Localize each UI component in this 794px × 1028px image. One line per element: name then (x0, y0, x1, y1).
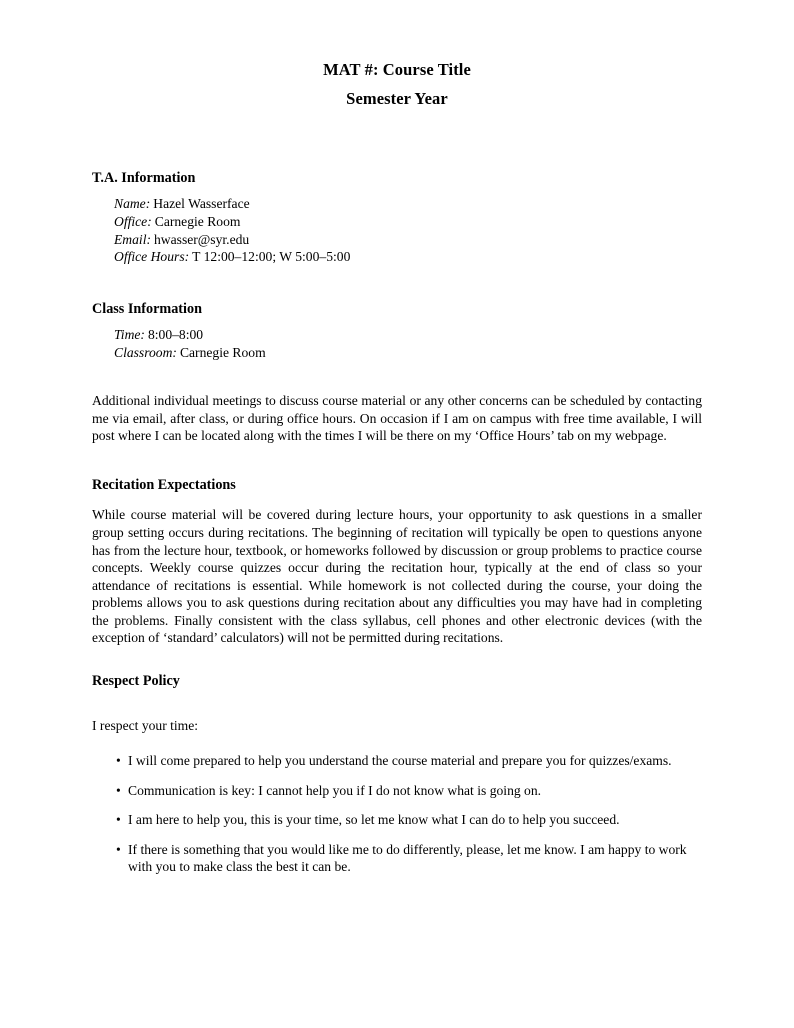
respect-policy-bullet-list (92, 752, 702, 876)
list-item-text: If there is something that you would like me to do differently, please, let me know. I am happy to work with you to make class the best it can be. (128, 841, 687, 875)
list-item-text: I will come prepared to help you understand the course material and prepare you for quizzes/exams. (128, 753, 672, 768)
document-content (92, 62, 702, 876)
ta-field-office (114, 213, 702, 231)
ta-field-email-label: Email: (114, 231, 151, 247)
bullet-point-icon: • (116, 782, 121, 798)
ta-field-name-label: Name: (114, 196, 151, 212)
ta-field-office-hours (114, 248, 702, 266)
ta-field-name (114, 195, 702, 213)
heading-recitation-expectations: Recitation Expectations (92, 477, 236, 493)
ta-field-email (114, 231, 702, 249)
ta-field-office-label: Office: (114, 213, 152, 229)
ta-field-office-hours-label: Office Hours: (114, 249, 190, 265)
bullet-point-icon: • (116, 812, 121, 828)
heading-ta-information: T.A. Information (92, 170, 196, 186)
ta-field-office-hours-value: T 12:00–12:00; W 5:00–5:00 (192, 249, 351, 265)
paragraph-recitation-expectations: While course material will be covered during lecture hours, your opportunity to ask questions in a smaller group setting occurs during recitations. The beginning of recitation will typically be open to questions anyone has from the lecture hour, textbook, or homeworks followed by discussion or group problems to practice course concepts. Weekly course quizzes occur during the recitation hour, typically at the end of class so your attendance of recitations is essential. While homework is not collected during the course, your doing the problems allows you to ask questions during recitation about any difficulties you may have had in completing the problems. Finally consistent with the class syllabus, cell phones and other electronic devices (with the exception of ‘standard’ calculators) will not be permitted during recitations. (92, 507, 702, 646)
bullet-point-icon: • (116, 841, 121, 857)
ta-information-block (114, 195, 702, 265)
title-line-semester: Semester Year (346, 88, 448, 108)
list-item (92, 811, 702, 829)
heading-respect-policy: Respect Policy (92, 673, 180, 690)
class-field-classroom-value: Carnegie Room (179, 344, 266, 360)
bullet-point-icon: • (116, 753, 121, 768)
paragraph-respect-intro: I respect your time: (92, 718, 199, 734)
list-item (92, 752, 702, 770)
ta-field-email-value: hwasser@syr.edu (154, 231, 250, 247)
class-field-classroom-label: Classroom: (114, 344, 177, 360)
list-item (92, 782, 702, 800)
class-field-time-label: Time: (114, 327, 145, 343)
ta-field-office-value: Carnegie Room (154, 213, 241, 229)
class-field-classroom (114, 344, 702, 362)
document-title (92, 62, 702, 107)
list-item-text: I am here to help you, this is your time, so let me know what I can do to help you succeed. (128, 812, 620, 828)
paragraph-additional-meetings: Additional individual meetings to discuss course material or any other concerns can be scheduled by contacting me via email, after class, or during office hours. On occasion if I am on campus with free time available, I will post where I can be located along with the times I will be there on my ‘Office Hours’ tab on my webpage. (92, 393, 702, 444)
class-field-time-value: 8:00–8:00 (147, 327, 204, 343)
heading-class-information: Class Information (92, 300, 202, 317)
class-field-time (114, 326, 702, 344)
title-line-course: MAT #: Course Title (323, 60, 471, 79)
list-item-text: Communication is key: I cannot help you if I do not know what is going on. (128, 782, 542, 798)
class-information-block (114, 326, 702, 361)
ta-field-name-value: Hazel Wasserface (153, 196, 250, 212)
list-item (92, 841, 702, 876)
